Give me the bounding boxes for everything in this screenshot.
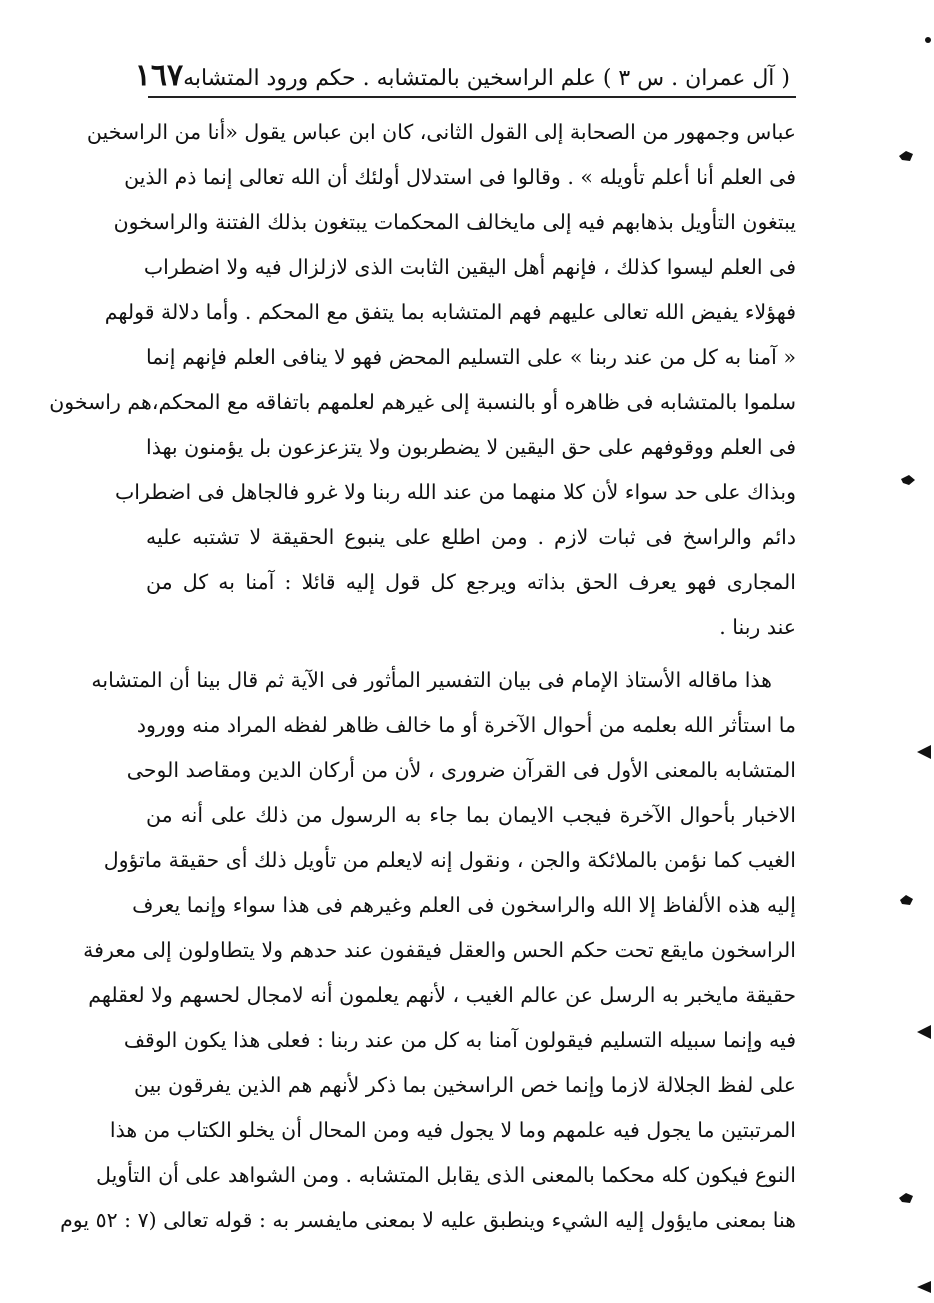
text-line: فى العلم ليسوا كذلك ، فإنهم أهل اليقين الثابت الذى لازلزال فيه ولا اضطراب: [143, 255, 796, 279]
text-line: وبذاك على حد سواء لأن كلا منهما من عند الله ربنا ولا غرو فالجاهل فى اضطراب: [114, 480, 796, 504]
text-line: فيه وإنما سبيله التسليم فيقولون آمنا به كل من عند ربنا : فعلى هذا يكون الوقف: [123, 1028, 796, 1052]
punch-mark-icon: [898, 894, 914, 906]
header-rule: [148, 96, 796, 98]
text-line: الراسخون مايقع تحت حكم الحس والعقل فيقفون عند حدهم ولا يتطاولون إلى معرفة: [83, 938, 796, 962]
text-line: عند ربنا .: [719, 615, 796, 639]
text-line: هنا بمعنى مايؤول إليه الشيء وينطبق عليه لا بمعنى مايفسر به : قوله تعالى (٧ : ٥٢ يوم: [60, 1208, 796, 1232]
text-line: الاخبار بأحوال الآخرة فيجب الايمان بما جاء به الرسول من ذلك على أنه من: [146, 803, 796, 827]
text-line: على لفظ الجلالة لازما وإنما خص الراسخين بما ذكر لأنهم هم الذين يفرقون بين: [134, 1073, 796, 1097]
text-line: « آمنا به كل من عند ربنا » على التسليم المحض فهو لا ينافى العلم فإنهم إنما: [146, 345, 796, 369]
arrow-mark-icon: [916, 1280, 932, 1292]
page-number: ١٦٧: [134, 58, 184, 93]
text-line: يبتغون التأويل بذهابهم فيه إلى مايخالف المحكمات يبتغون بذلك الفتنة والراسخون: [113, 210, 796, 234]
page-header: [134, 58, 790, 93]
arrow-mark-icon: [916, 1024, 932, 1036]
paragraph-gap: [146, 650, 796, 658]
text-line: إليه هذه الألفاظ إلا الله والراسخون فى العلم وغيرهم فى هذا سواء وإنما يعرف: [132, 893, 796, 917]
text-line: دائم والراسخ فى ثبات لازم . ومن اطلع على ينبوع الحقيقة لا تشتبه عليه: [146, 525, 796, 549]
text-line: المتشابه بالمعنى الأول فى القرآن ضرورى ، لأن من أركان الدين ومقاصد الوحى: [126, 758, 796, 782]
text-line: فى العلم أنا أعلم تأويله » . وقالوا فى استدلال أولئك أن الله تعالى إنما ذم الذين: [124, 165, 796, 189]
text-line: المرتبتين ما يجول فيه علمهم وما لا يجول فيه ومن المحال أن يخلو الكتاب من هذا: [109, 1118, 796, 1142]
text-line: ما استأثر الله بعلمه من أحوال الآخرة أو ما خالف ظاهر لفظه المراد منه وورود: [136, 713, 796, 737]
text-line: سلموا بالمتشابه فى ظاهره أو بالنسبة إلى غيرهم لعلمهم باتفاقه مع المحكم،هم راسخون: [49, 390, 796, 414]
text-line: فى العلم ووقوفهم على حق اليقين لا يضطربون ولا يتزعزعون بل يؤمنون بهذا: [146, 435, 796, 459]
body-text: [49, 110, 796, 1243]
punch-mark-icon: [898, 1192, 914, 1204]
text-line: حقيقة مايخبر به الرسل عن عالم الغيب ، لأنهم يعلمون أنه لامجال لحسهم ولا لعقلهم: [88, 983, 796, 1007]
text-line: هذا ماقاله الأستاذ الإمام فى بيان التفسير المأثور فى الآية ثم قال بينا أن المتشابه: [91, 668, 772, 692]
punch-mark-icon: [900, 474, 916, 486]
running-head: ( آل عمران . س ٣ ) علم الراسخين بالمتشابه . حكم ورود المتشابه: [183, 66, 790, 91]
text-line: عباس وجمهور من الصحابة إلى القول الثانى، كان ابن عباس يقول «أنا من الراسخين: [86, 120, 796, 144]
text-line: الغيب كما نؤمن بالملائكة والجن ، ونقول إنه لايعلم من تأويل ذلك أى حقيقة ماتؤول: [103, 848, 796, 872]
punch-mark-icon: [898, 150, 914, 162]
arrow-mark-icon: [916, 744, 932, 756]
text-line: المجارى فهو يعرف الحق بذاته ويرجع كل قول إليه قائلا : آمنا به كل من: [146, 570, 796, 594]
scan-dot-mark: [916, 36, 932, 48]
text-line: النوع فيكون كله محكما بالمعنى الذى يقابل المتشابه . ومن الشواهد على أن التأويل: [96, 1163, 796, 1187]
text-line: فهؤلاء يفيض الله تعالى عليهم فهم المتشابه بما يتفق مع المحكم . وأما دلالة قولهم: [104, 300, 796, 324]
